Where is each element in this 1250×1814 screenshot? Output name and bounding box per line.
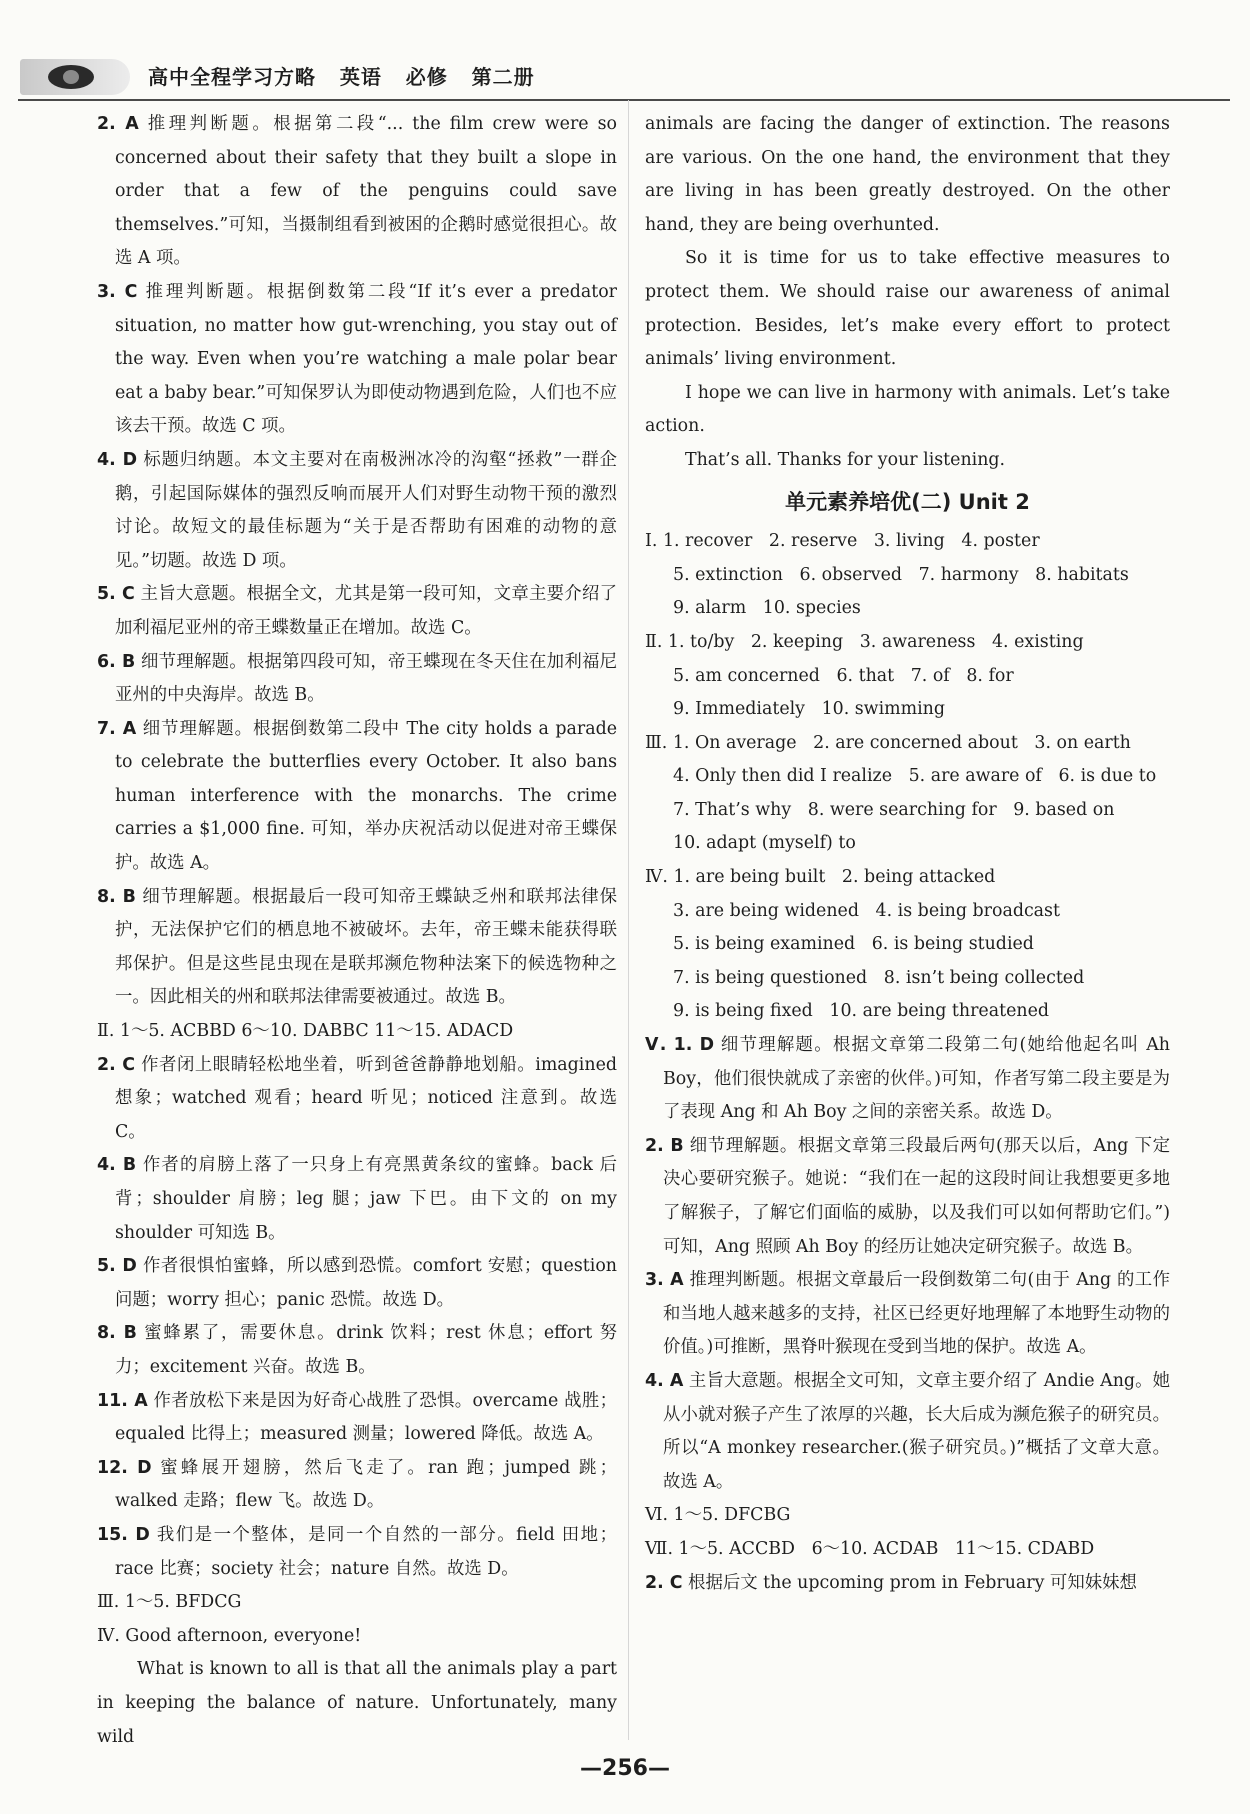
- answer-key-line: Ⅶ. 1～5. ACCBD 6～10. ACDAB 11～15. CDABD: [645, 1538, 1095, 1559]
- answer-item: 7. A 细节理解题。根据倒数第二段中 The city holds a parade to celebrate the butterflies every October. It also bans human interference with the monarchs. The crime carries a $1,000 fine. 可知，举办庆祝活动以促进对帝王蝶保护。故选 A。: [97, 718, 617, 874]
- answer-line: 4. Only then did I realize 5. are aware of 6. is due to: [673, 766, 1157, 787]
- essay-paragraph: I hope we can live in harmony with animals. Let’s take action.: [645, 382, 1170, 437]
- answer-item: 5. D 作者很惧怕蜜蜂，所以感到恐慌。comfort 安慰；question 问题；worry 担心；panic 恐慌。故选 D。: [97, 1256, 617, 1310]
- answer-item: 8. B 细节理解题。根据最后一段可知帝王蝶缺乏州和联邦法律保护，无法保护它们的栖息地不被破坏。去年，帝王蝶未能获得联邦保护。但是这些昆虫现在是联邦濒危物种法案下的候选物种之一。因此相关的州和联邦法律需要被通过。故选 B。: [97, 886, 617, 1008]
- answer-line: 5. is being examined 6. is being studied: [673, 934, 1034, 955]
- answer-item: 4. A 主旨大意题。根据全文可知，文章主要介绍了 Andie Ang。她从小就对猴子产生了浓厚的兴趣，长大后成为濒危猴子的研究员。所以“A monkey researcher.(猴子研究员。)”概括了文章大意。故选 A。: [645, 1370, 1170, 1492]
- answer-item: 15. D 我们是一个整体，是同一个自然的一部分。field 田地；race 比赛；society 社会；nature 自然。故选 D。: [97, 1524, 617, 1579]
- answer-item: Ⅴ. 1. D 细节理解题。根据文章第二段第二句(她给他起名叫 Ah Boy，他们很快就成了亲密的伙伴。)可知，作者写第二段主要是为了表现 Ang 和 Ah Boy 之间的亲密关系。故选 D。: [645, 1035, 1170, 1123]
- answer-key-line: Ⅲ. 1～5. BFDCG: [97, 1592, 242, 1613]
- essay-paragraph: animals are facing the danger of extinction. The reasons are various. On the one hand, the environment that they are living in has been greatly destroyed. On the other hand, they are being overhunted.: [645, 114, 1170, 235]
- answer-line: 1. are being built 2. being attacked: [673, 867, 996, 888]
- answer-line: 7. is being questioned 8. isn’t being collected: [673, 967, 1085, 988]
- eye-icon: [48, 65, 94, 89]
- essay-paragraph: So it is time for us to take effective measures to protect them. We should raise our awareness of animal protection. Besides, let’s make every effort to protect animals’ living environment.: [645, 248, 1170, 370]
- roman-numeral: Ⅲ.: [645, 732, 668, 753]
- section-title: 单元素养培优(二) Unit 2: [785, 489, 1030, 514]
- answer-item: 2. C 作者闭上眼睛轻松地坐着，听到爸爸静静地划船。imagined 想象；watched 观看；heard 听见；noticed 注意到。故选 C。: [97, 1054, 617, 1142]
- answer-line: 5. am concerned 6. that 7. of 8. for: [673, 665, 1014, 686]
- answer-group: [645, 626, 1170, 727]
- publisher-logo: [20, 59, 130, 95]
- page-number: —256—: [580, 1756, 670, 1781]
- answer-key-line: Ⅱ. 1～5. ACBBD 6～10. DABBC 11～15. ADACD: [97, 1021, 514, 1042]
- book-title: 高中全程学习方略 英语 必修 第二册: [148, 65, 535, 89]
- answer-line: 7. That’s why 8. were searching for 9. based on: [673, 799, 1115, 820]
- column-divider: [628, 100, 629, 1740]
- roman-numeral: Ⅰ.: [645, 531, 658, 552]
- answer-item: 6. B 细节理解题。根据第四段可知，帝王蝶现在冬天住在加利福尼亚州的中央海岸。故选 B。: [97, 651, 617, 706]
- answer-item: 11. A 作者放松下来是因为好奇心战胜了恐惧。overcame 战胜；equaled 比得上；measured 测量；lowered 降低。故选 A。: [97, 1390, 617, 1445]
- answer-line: 9. alarm 10. species: [673, 598, 861, 619]
- roman-numeral: Ⅱ.: [645, 631, 663, 652]
- answer-item: 8. B 蜜蜂累了，需要休息。drink 饮料；rest 休息；effort 努力；excitement 兴奋。故选 B。: [97, 1323, 617, 1377]
- running-header: [18, 55, 1230, 101]
- answer-line: 1. to/by 2. keeping 3. awareness 4. existing: [667, 631, 1084, 652]
- answer-line: 9. is being fixed 10. are being threatened: [673, 1001, 1049, 1022]
- answer-line: 1. On average 2. are concerned about 3. on earth: [672, 732, 1131, 753]
- answer-item: 12. D 蜜蜂展开翅膀，然后飞走了。ran 跑；jumped 跳；walked 走路；flew 飞。故选 D。: [97, 1457, 617, 1512]
- essay-paragraph: What is known to all is that all the animals play a part in keeping the balance of nature. Unfortunately, many wild: [97, 1659, 617, 1747]
- right-column: [645, 108, 1170, 1600]
- roman-numeral: Ⅳ.: [645, 867, 668, 888]
- answer-item: 3. A 推理判断题。根据文章最后一段倒数第二句(由于 Ang 的工作和当地人越来越多的支持，社区已经更好地理解了本地野生动物的价值。)可推断，黑脊叶猴现在受到当地的保护。故选 A。: [645, 1270, 1170, 1358]
- answer-item: 2. B 细节理解题。根据文章第三段最后两句(那天以后，Ang 下定决心要研究猴子。她说：“我们在一起的这段时间让我想要更多地了解猴子，了解它们面临的威胁，以及我们可以如何帮助它们。”)可知，Ang 照顾 Ah Boy 的经历让她决定研究猴子。故选 B。: [645, 1135, 1170, 1257]
- answer-item: 3. C 推理判断题。根据倒数第二段“If it’s ever a predator situation, no matter how gut-wrenching, you stay out of the way. Even when you’re watching a male polar bear eat a baby bear.”可知保罗认为即使动物遇到危险，人们也不应该去干预。故选 C 项。: [97, 281, 617, 437]
- answer-item: 2. C 根据后文 the upcoming prom in February 可知妹妹想: [645, 1572, 1137, 1593]
- answer-key-line: Ⅵ. 1～5. DFCBG: [645, 1505, 791, 1526]
- essay-greeting: Ⅳ. Good afternoon, everyone!: [97, 1625, 362, 1646]
- answer-item: 5. C 主旨大意题。根据全文，尤其是第一段可知，文章主要介绍了加利福尼亚州的帝王蝶数量正在增加。故选 C。: [97, 584, 618, 638]
- answer-group: [645, 727, 1170, 861]
- answer-line: 5. extinction 6. observed 7. harmony 8. habitats: [673, 564, 1129, 585]
- left-column: [97, 108, 617, 1754]
- answer-line: 9. Immediately 10. swimming: [673, 699, 946, 720]
- answer-item: 4. D 标题归纳题。本文主要对在南极洲冰冷的沟壑“拯救”一群企鹅，引起国际媒体的强烈反响而展开人们对野生动物干预的激烈讨论。故短文的最佳标题为“关于是否帮助有困难的动物的意见。”切题。故选 D 项。: [97, 449, 618, 571]
- answer-item: 2. A 推理判断题。根据第二段“... the film crew were so concerned about their safety that they built a slope in order that a few of the penguins could save themselves.”可知，当摄制组看到被困的企鹅时感觉很担心。故选 A 项。: [97, 114, 617, 269]
- answer-line: 1. recover 2. reserve 3. living 4. poster: [662, 531, 1040, 552]
- answer-line: 3. are being widened 4. is being broadcast: [673, 900, 1060, 921]
- answer-group: [645, 525, 1170, 626]
- answer-group: [645, 861, 1170, 1029]
- essay-paragraph: That’s all. Thanks for your listening.: [685, 449, 1006, 470]
- answer-line: 10. adapt (myself) to: [673, 833, 856, 854]
- answer-item: 4. B 作者的肩膀上落了一只身上有亮黑黄条纹的蜜蜂。back 后背；shoulder 肩膀；leg 腿；jaw 下巴。由下文的 on my shoulder 可知选 B。: [97, 1155, 617, 1243]
